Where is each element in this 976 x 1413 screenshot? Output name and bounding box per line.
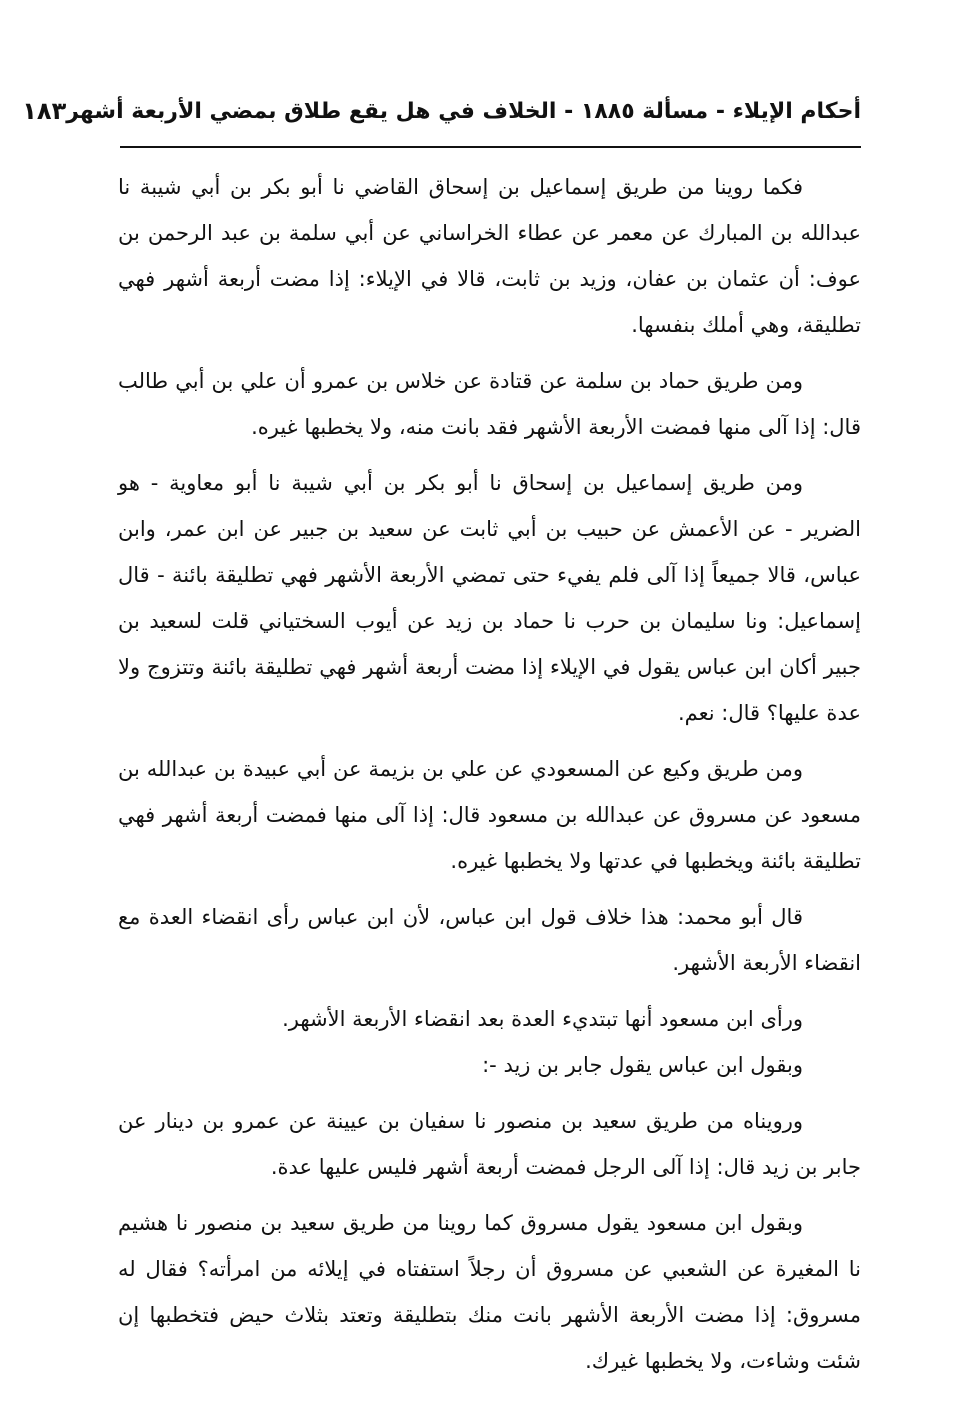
indented-line: وبقول ابن عباس يقول جابر بن زيد -: — [482, 1053, 803, 1077]
paragraph: فكما روينا من طريق إسماعيل بن إسحاق القاضي نا أبو بكر بن أبي شيبة نا عبدالله بن المبارك عن معمر عن عطاء الخراساني عن أبي سلمة بن عبد الرحمن بن عوف: أن عثمان بن عفان، وزيد بن ثابت، قالا في الإيلاء: إذا مضت أربعة أشهر فهي تطليقة، وهي أملك بنفسها. — [118, 175, 861, 337]
running-head: أحكام الإيلاء - مسألة ١٨٨٥ - الخلاف في هل يقع طلاق بمضي الأربعة أشهر — [66, 98, 861, 124]
paragraph: ورويناه من طريق سعيد بن منصور نا سفيان بن عيينة عن عمرو بن دينار عن جابر بن زيد قال: إذا آلى الرجل فمضت أربعة أشهر فليس عليها عدة. — [118, 1109, 861, 1179]
paragraph: قال أبو محمد: هذا خلاف قول ابن عباس، لأن ابن عباس رأى انقضاء العدة مع انقضاء الأربعة الأشهر. — [118, 905, 861, 975]
body-text — [118, 164, 861, 1394]
paragraph: ومن طريق وكيع عن المسعودي عن علي بن بزيمة عن أبي عبيدة بن عبدالله بن مسعود عن مسروق عن عبدالله بن مسعود قال: إذا آلى منها فمضت أربعة أشهر فهي تطليقة بائنة ويخطبها في عدتها ولا يخطبها غيره. — [118, 757, 861, 873]
paragraph: ومن طريق إسماعيل بن إسحاق نا أبو بكر بن أبي شيبة نا أبو معاوية - هو الضرير - عن الأعمش عن حبيب بن أبي ثابت عن سعيد بن جبير عن ابن عمر، وابن عباس، قالا جميعاً إذا آلى فلم يفيء حتى تمضي الأربعة الأشهر فهي تطليقة بائنة - قال إسماعيل: ونا سليمان بن حرب نا حماد بن زيد عن أيوب السختياني قلت لسعيد بن جبير أكان ابن عباس يقول في الإيلاء إذا مضت أربعة أشهر فهي تطليقة بائنة وتتزوج ولا عدة عليها؟ قال: نعم. — [118, 471, 861, 725]
indented-line: ورأى ابن مسعود أنها تبتديء العدة بعد انقضاء الأربعة الأشهر. — [282, 1007, 803, 1031]
page-header — [22, 86, 861, 136]
page-number: ١٨٣ — [22, 97, 67, 125]
header-rule — [120, 146, 861, 148]
paragraph: وبقول ابن مسعود يقول مسروق كما روينا من طريق سعيد بن منصور نا هشيم نا المغيرة عن الشعبي عن مسروق أن رجلاً استفتاه في إيلائه من امرأته؟ فقال له مسروق: إذا مضت الأربعة الأشهر بانت منك بتطليقة وتعتد بثلاث حيض فتخطبها إن شئت وشاءت، ولا يخطبها غيرك. — [118, 1211, 861, 1373]
paragraph: ومن طريق حماد بن سلمة عن قتادة عن خلاس بن عمرو أن علي بن أبي طالب قال: إذا آلى منها فمضت الأربعة الأشهر فقد بانت منه، ولا يخطبها غيره. — [118, 369, 861, 439]
